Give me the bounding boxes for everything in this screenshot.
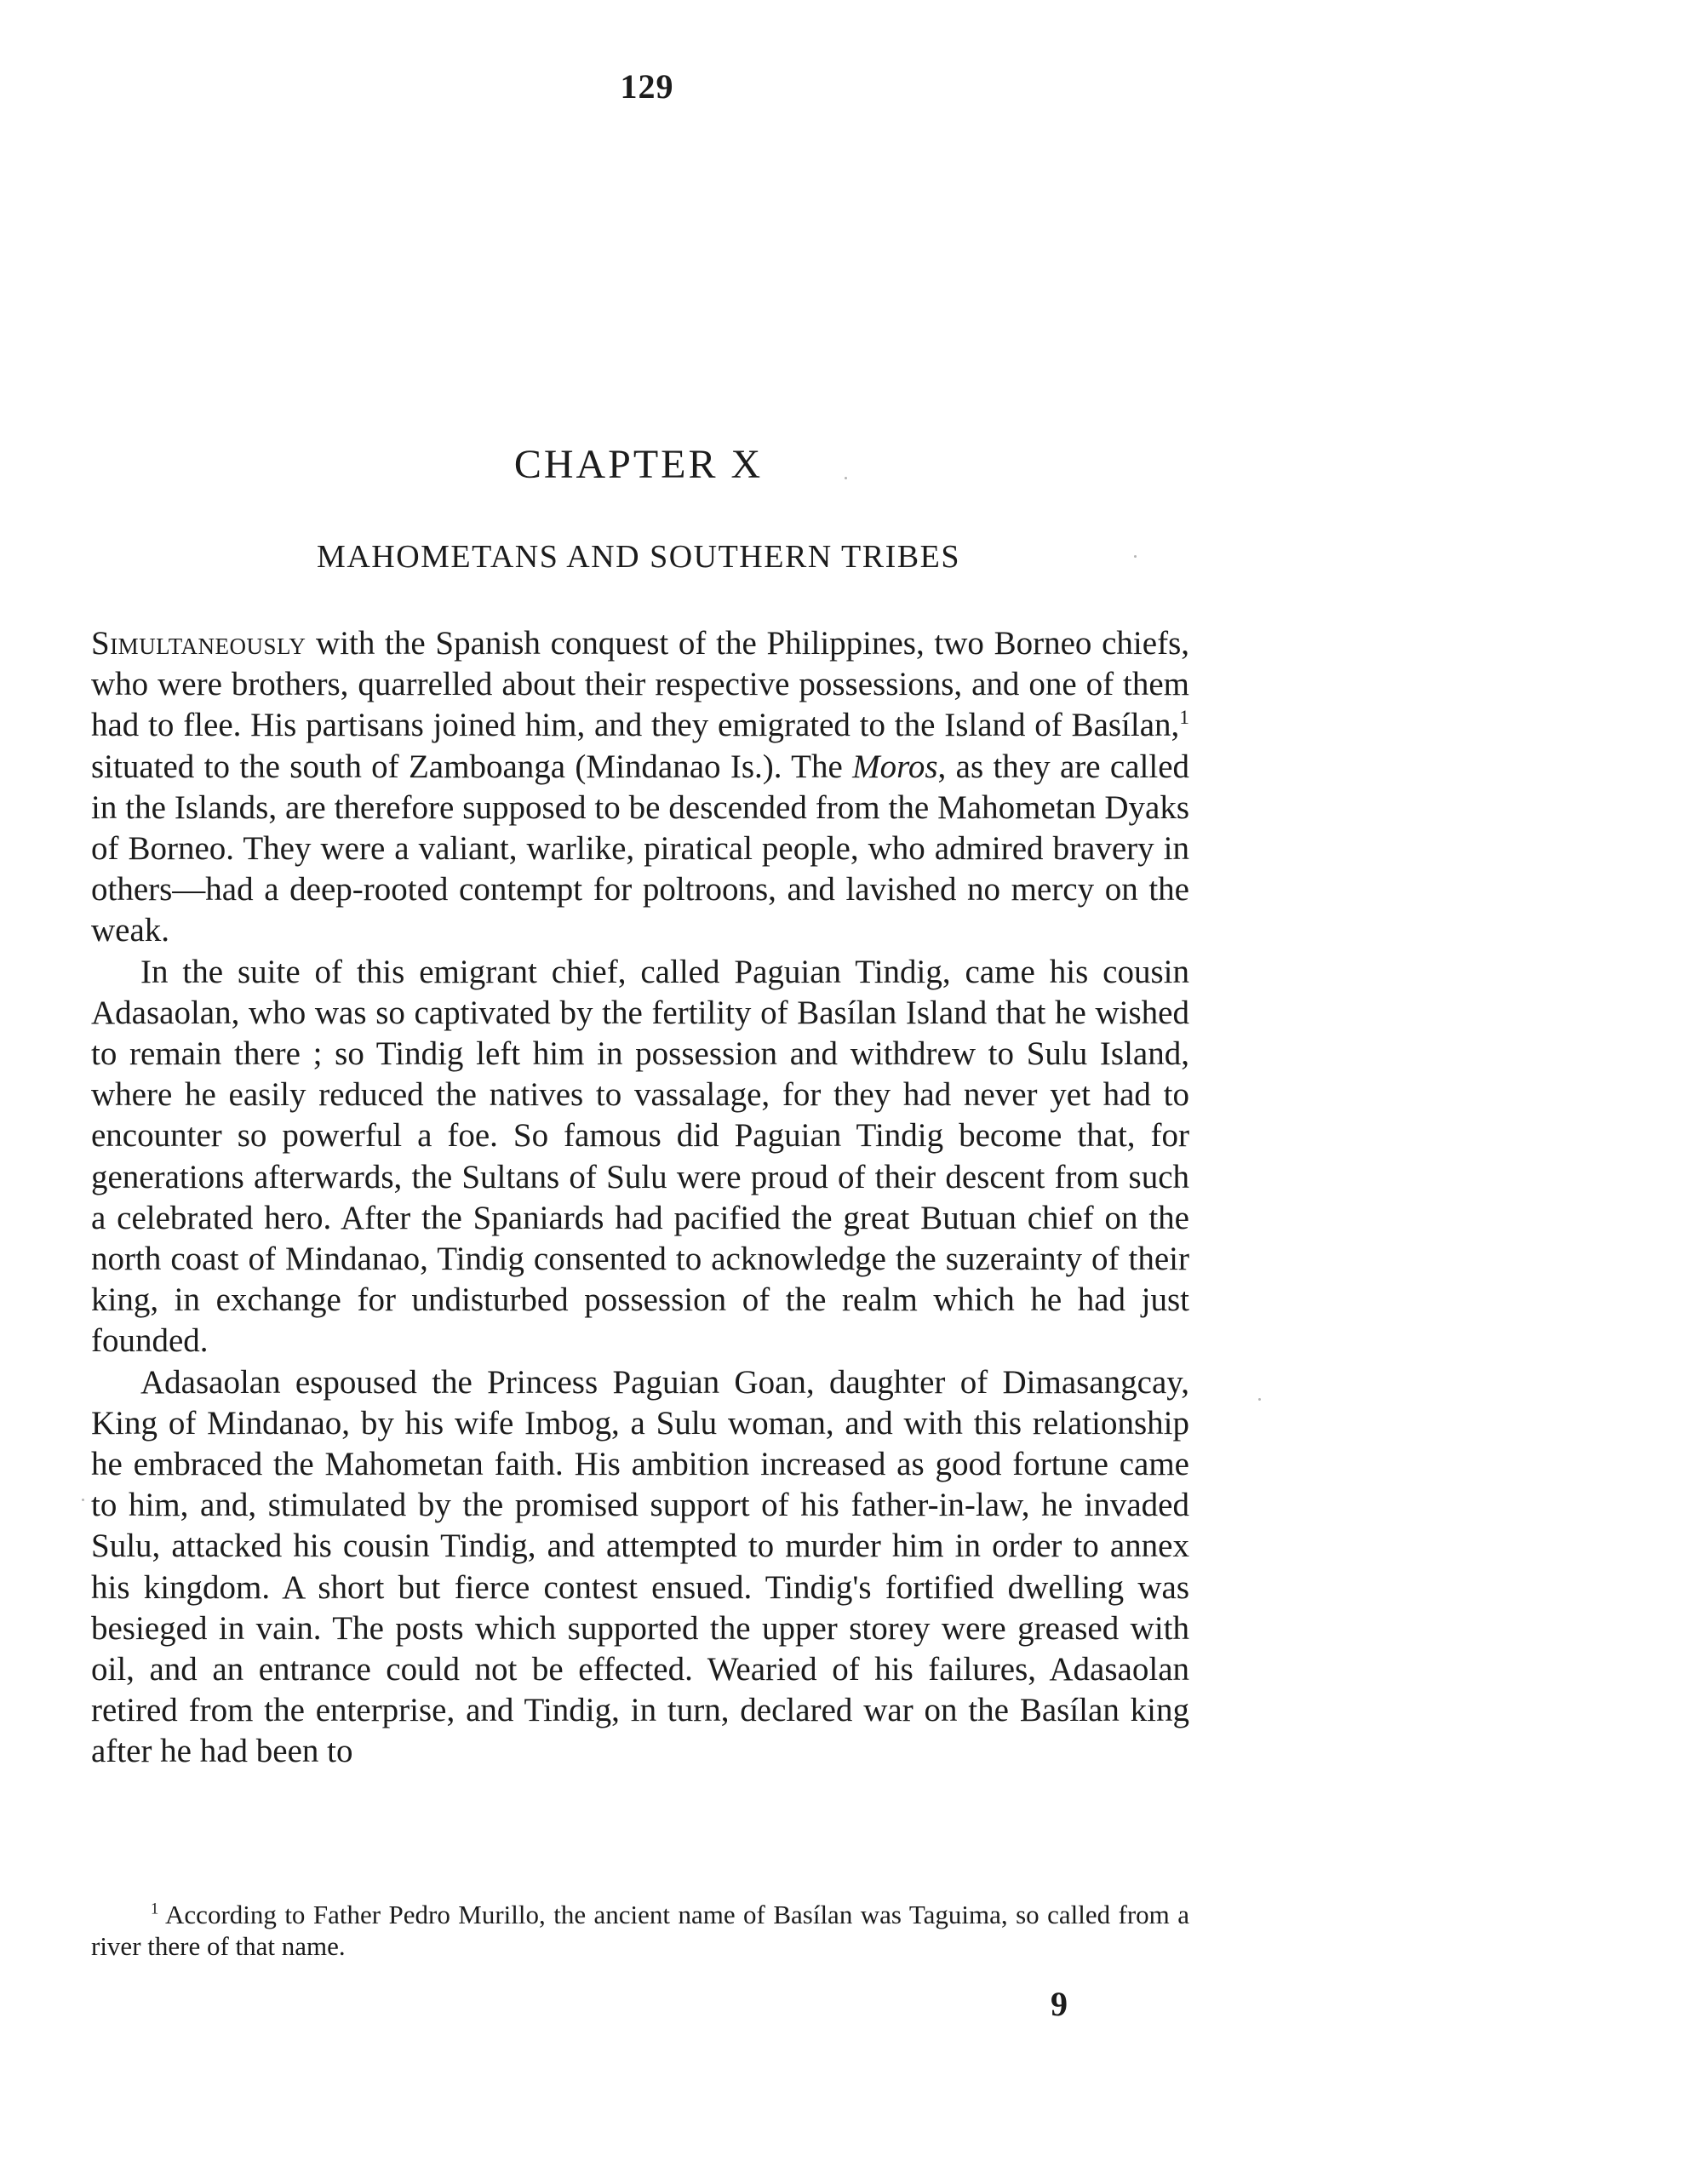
chapter-title: CHAPTER X [513,442,764,487]
paragraph-1 [91,623,1189,952]
paragraph-1-text-end: , as they are called in the Islands, are therefore supposed to be descended from the Mahometan Dyaks of Borneo. They were a valiant, warlike, piratical people, who admired bravery in others—had a deep-rooted contempt for poltroons, and lavished no mercy on the weak. [91,748,1189,949]
scan-speck [82,1499,84,1501]
paragraph-1-text: with the Spanish conquest of the Philippines, two Borneo chiefs, who were brothers, quarrelled about their respective possessions, and one of them had to flee. His partisans joined him, and they emigrated to the Island of Basílan, [91,625,1189,744]
scan-speck [1258,1398,1261,1401]
footnote-text: According to Father Pedro Murillo, the ancient name of Basílan was Taguima, so called from a river there of that name. [91,1900,1189,1961]
footnote-marker: 1 [151,1900,159,1918]
body-text [91,623,1189,1773]
chapter-subtitle: MAHOMETANS AND SOUTHERN TRIBES [317,539,960,575]
signature-mark: 9 [1051,1985,1068,2023]
footnote-reference[interactable]: 1 [1179,707,1189,730]
paragraph-lead-word: Simultaneously [91,625,306,662]
footnote [91,1899,1189,1962]
scan-speck [1134,555,1137,558]
paragraph-3: Adasaolan espoused the Princess Paguian Goan, daughter of Dimasangcay, King of Mindanao, by his wife Imbog, a Sulu woman, and with this relationship he embraced the Mahometan faith. His ambition increased as good fortune came to him, and, stimulated by the promised support of his father-in-law, he invaded Sulu, attacked his cousin Tindig, and attempted to murder him in order to annex his kingdom. A short but fierce contest ensued. Tindig's fortified dwelling was besieged in vain. The posts which supported the upper storey were greased with oil, and an entrance could not be effected. Wearied of his failures, Adasaolan retired from the enterprise, and Tindig, in turn, declared war on the Basílan king after he had been to [91,1363,1189,1770]
scan-speck [845,477,847,479]
paragraph-1-text-continued: situated to the south of Zamboanga (Mindanao Is.). The [91,748,853,785]
italic-term-moros: Moros [852,748,938,785]
page-number: 129 [620,67,674,106]
paragraph-2: In the suite of this emigrant chief, called Paguian Tindig, came his cousin Adasaolan, who was so captivated by the fertility of Basílan Island that he wished to remain there ; so Tindig left him in possession and withdrew to Sulu Island, where he easily reduced the natives to vassalage, for they had never yet had to encounter so powerful a foe. So famous did Paguian Tindig become that, for generations afterwards, the Sultans of Sulu were proud of their descent from such a celebrated hero. After the Spaniards had pacified the great Butuan chief on the north coast of Mindanao, Tindig consented to acknowledge the suzerainty of their king, in exchange for undisturbed possession of the realm which he had just founded. [91,953,1189,1360]
